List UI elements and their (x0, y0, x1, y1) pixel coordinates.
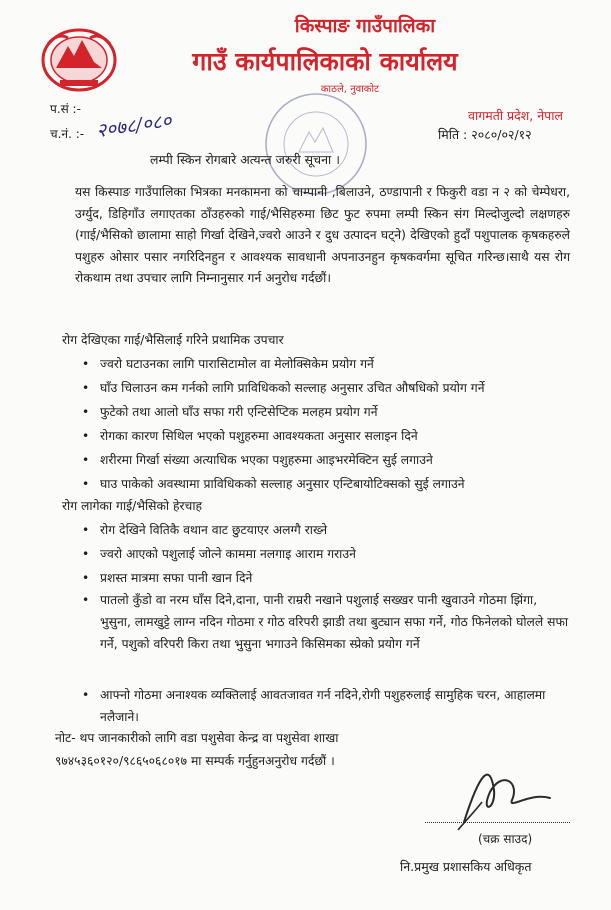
signatory-name: (चक्र साउद) (478, 832, 533, 846)
list-item: • आफ्नो गोठमा अनाश्यक व्यक्तिलाई आवतजावत गर्न नदिने,रोगी पशुहरुलाई सामुहिक चरन, आहालमा नलैजाने। (82, 688, 546, 724)
section-1-heading: रोग देखिएका गाई/भैसिलाई गरिने प्रथामिक उपचार (62, 333, 284, 347)
list-item: • शरीरमा गिर्खा संख्या अत्याधिक भएका पशुहरुमा आइभरमेक्टिन सुई लगाउने (82, 453, 433, 467)
province-label: वागमती प्रदेश, नेपाल (468, 108, 563, 123)
list-item: • प्रशस्त मात्रमा सफा पानी खान दिने (82, 571, 253, 585)
municipality-name: किस्पाङ गाउँपालिका (294, 15, 436, 37)
dispatch-number-handwritten: २०७८/०८० (94, 109, 173, 143)
list-item: • ज्वरो घटाउनका लागि पारासिटामोल वा मेलोक्सिकेम प्रयोग गर्ने (82, 357, 374, 371)
note-line-1: नोट- थप जानकारीको लागि वडा पशुसेवा केन्द्र वा पशुसेवा शाखा (55, 731, 339, 745)
date-label: मिति : २०८०/०२/१२ (438, 127, 532, 142)
list-item: • पातलो कुँडो वा नरम घाँस दिने,दाना, पानी राम्ररी नखाने पशुलाई सख्खर पानी खुवाउने गोठमा झिंगा, भुसुना, लामखुट्टे लाग्न नदिन गोठमा र गोठ वरिपरी झाडी तथा बुट्यान सफा गर्ने, गोठ फिनेलको घोलले सफा गर्ने, पशुको वरिपरी किरा तथा भुसुना भगाउने किसिमका स्प्रेको प्रयोग गर्ने (82, 593, 569, 651)
list-item: • रोगका कारण सिथिल भएको पशुहरुमा आवश्यकता अनुसार सलाइन दिने (82, 429, 418, 443)
list-item: • ज्वरो आएको पशुलाई जोत्ने काममा नलगाइ आराम गराउने (82, 547, 356, 561)
office-location: काठले, नुवाकोट (320, 84, 380, 95)
section-2-heading: रोग लागेका गाई/भैसिको हेरचाह (62, 499, 203, 513)
list-item: • घाँउ चिलाउन कम गर्नको लागि प्राविधिकको सल्लाह अनुसार उचित औषधिको प्रयोग गर्ने (82, 381, 485, 395)
letter-number-label: प.सं :- (50, 102, 81, 116)
office-name: गाउँ कार्यपालिकाको कार्यालय (192, 47, 458, 76)
list-item: • फुटेको तथा आलो घाँउ सफा गरी एन्टिसेप्टिक मलहम प्रयोग गर्ने (82, 405, 378, 419)
signature-line (425, 822, 570, 823)
subject-line: लम्पी स्किन रोगबारे अत्यन्त जरुरी सूचना । (150, 152, 340, 167)
dispatch-number-label: च.नं. :- (50, 127, 85, 141)
list-item: • रोग देखिने वितिकै वथान वाट छुटयाएर अलग्गै राख्ने (82, 523, 328, 537)
signatory-title: नि.प्रमुख प्रशासकिय अधिकृत (400, 859, 532, 874)
intro-paragraph: यस किस्पाङ गाउँपालिका भित्रका मनकामना को चाम्पानी ,बिलाउने, ठण्डापानी र फिकुरी वडा न २ को चेम्पेधरा, उर्ग्युद, डिहिगाँउ लगाएतका ठाँउहरुको गाई/भैसिहरुमा छिट फुट रुपमा लम्पी स्किन संग मिल्दोजुल्दो लक्षणहरु (गाई/भैसिको छालामा साहो गिर्खा देखिने,ज्वरो आउने र दुध उत्पादन घट्ने) देखिएको हुदाँ पशुपालक कृषकहरुले पशुहरु ओसार पसार नगरिदिनहुन र आवश्यक सावधानी अपनाउनहुन कृषकवर्गमा सूचित गरिन्छ।साथै यस रोग रोकथाम तथा उपचार लागि निम्नानुसार गर्न अनुरोध गर्दछौं। (75, 185, 570, 285)
signature (450, 752, 570, 837)
note-line-2: ९७४५३६०१२०/९८६५०६८०१७ मा सम्पर्क गर्नुहुनअनुरोध गर्दछौं । (55, 754, 335, 768)
list-item: • घाउ पाकेको अवस्थामा प्राविधिकको सल्लाह अनुसार एन्टिबायोटिक्सको सुई लगाउने (82, 477, 465, 491)
nepal-emblem-icon (38, 24, 120, 94)
